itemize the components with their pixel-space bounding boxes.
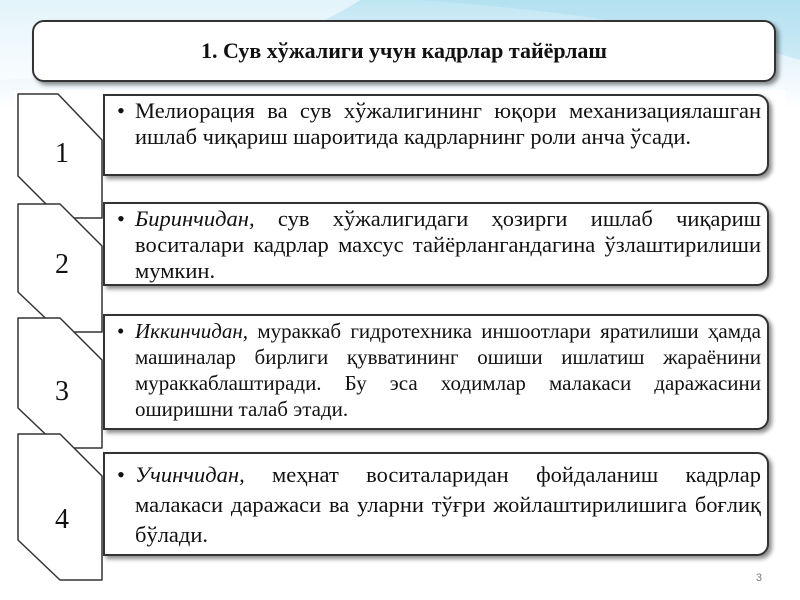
item-lead-4: Учинчидан,	[135, 462, 245, 487]
step-number-1: 1	[55, 138, 69, 169]
step-number-3: 3	[55, 376, 69, 407]
item-text-3	[113, 318, 761, 422]
slide-page-number: 3	[755, 572, 762, 584]
item-body-2: сув хўжалигидаги ҳозирги ишлаб чиқариш воситалари кадрлар махсус тайёрлангандагина ўзлаштирилиши мумкин.	[135, 206, 761, 283]
item-box-4	[103, 452, 769, 556]
item-text-2	[113, 206, 761, 284]
item-box-2	[103, 202, 769, 286]
item-body-1: Мелиорация ва сув хўжалигининг юқори механизациялашган ишлаб чиқариш шароитида кадрларнинг роли анча ўсади.	[135, 98, 761, 149]
item-lead-2: Биринчидан,	[135, 206, 255, 231]
item-text-1	[113, 98, 761, 150]
slide-title: 1. Сув хўжалиги учун кадрлар тайёрлаш	[201, 38, 607, 63]
item-text-4	[113, 460, 761, 550]
item-body-4: меҳнат воситаларидан фойдаланиш кадрлар малакаси даражаси ва уларни тўғри жойлаштирилишига боғлиқ бўлади.	[135, 462, 761, 547]
title-box	[32, 20, 776, 82]
item-box-1	[103, 94, 769, 176]
item-box-3	[103, 314, 769, 430]
step-number-4: 4	[55, 504, 69, 535]
item-lead-3: Иккинчидан,	[135, 319, 249, 343]
item-body-3: мураккаб гидротехника иншоотлари яратилиши ҳамда машиналар бирлиги қувватининг ошиши ишлатиш жараёнини мураккаблаштиради. Бу эса ходимлар малакаси даражасини оширишни талаб этади.	[135, 319, 761, 421]
step-number-2: 2	[55, 249, 69, 280]
